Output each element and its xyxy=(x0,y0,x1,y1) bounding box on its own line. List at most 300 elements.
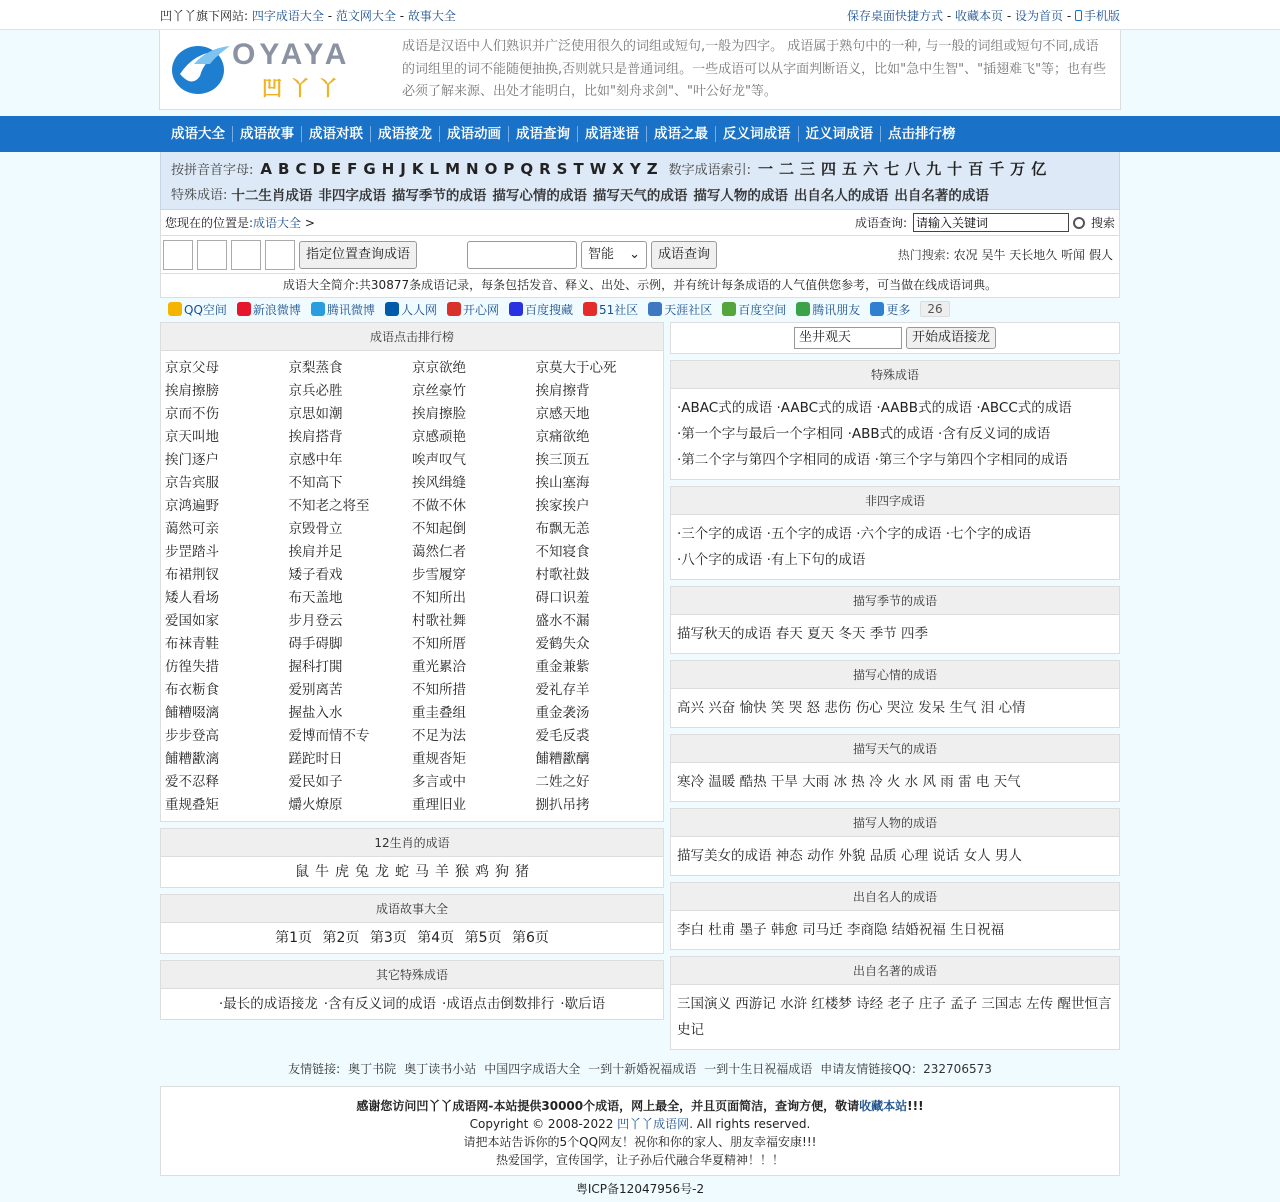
special-index-link[interactable]: 描写天气的成语 xyxy=(592,187,688,204)
special-idiom-link[interactable]: ·第一个字与最后一个字相同 xyxy=(677,426,844,442)
char-box-2[interactable] xyxy=(197,240,227,270)
letter-link[interactable]: C xyxy=(295,159,307,178)
number-link[interactable]: 一 xyxy=(757,160,773,178)
share-link[interactable]: 天涯社区 xyxy=(648,301,712,318)
ranking-item[interactable]: 布天盖地 xyxy=(288,590,343,606)
link-four-char-idioms[interactable]: 四字成语大全 xyxy=(251,8,324,23)
ranking-item[interactable]: 布裙荆钗 xyxy=(165,567,219,583)
hot-search-item[interactable]: 天长地久 xyxy=(1009,248,1058,262)
ranking-item[interactable]: 爱民如子 xyxy=(288,774,343,790)
friend-link[interactable]: 奥丁书院 xyxy=(348,1062,397,1076)
weather-link[interactable]: 雷 xyxy=(958,774,972,790)
breadcrumb: 您现在的位置是:成语大全 > xyxy=(165,216,315,230)
query-button[interactable]: 成语查询 xyxy=(651,241,717,269)
people-link[interactable]: 说话 xyxy=(932,848,960,864)
other-special-link[interactable]: ·最长的成语接龙 xyxy=(218,996,318,1012)
weather-link[interactable]: 热 xyxy=(851,774,865,790)
ranking-item[interactable]: 挨风缉缝 xyxy=(412,475,466,491)
other-special-link[interactable]: ·成语点击倒数排行 xyxy=(442,996,555,1012)
number-link[interactable]: 亿 xyxy=(1031,160,1047,178)
ranking-item[interactable]: 仿徨失措 xyxy=(165,659,219,675)
people-link[interactable]: 动作 xyxy=(807,848,835,864)
number-index xyxy=(755,158,1049,179)
share-link[interactable]: 51社区 xyxy=(583,301,638,318)
search-input[interactable] xyxy=(913,213,1069,232)
zodiac-link[interactable]: 猪 xyxy=(515,864,529,880)
char-box-3[interactable] xyxy=(231,240,261,270)
weather-link[interactable]: 冰 xyxy=(833,774,847,790)
nav-item-idioms[interactable]: 成语大全 xyxy=(171,126,225,142)
pinyin-index: 按拼音首字母: A B C D E F G H J K L M N O P Q R S T W X Y Z 数字成语索引: 一 二 三 四 五 六 七 八 九 十 百 千 万 亿 特殊成语: 十二生肖成语 非四字成语 描写季节的成语 描写心情的成语 描写天气的成语 描写人物的成语 出自名人的成语 出自名著的成语 xyxy=(160,152,1120,210)
special-index-link[interactable]: 描写人物的成语 xyxy=(693,187,788,204)
nav-item-riddles[interactable]: 成语迷语 xyxy=(577,126,646,142)
nav-item-antonyms[interactable]: 反义词成语 xyxy=(715,126,798,142)
set-homepage-link[interactable]: 设为首页 xyxy=(1015,8,1064,23)
ranking-item[interactable]: 京天叫地 xyxy=(165,429,219,445)
letter-link[interactable]: M xyxy=(445,159,460,178)
story-page-link[interactable]: 第4页 xyxy=(417,930,455,946)
char-box-1[interactable] xyxy=(163,240,193,270)
zodiac-link[interactable]: 鼠 xyxy=(295,864,309,880)
ranking-item[interactable]: 京京父母 xyxy=(165,360,219,376)
ranking-item[interactable]: 挨肩并足 xyxy=(288,544,343,560)
zodiac-link[interactable]: 狗 xyxy=(495,864,509,880)
zodiac-link[interactable]: 兔 xyxy=(355,864,369,880)
special-idiom-link[interactable]: ·ABAC式的成语 xyxy=(677,400,773,416)
ranking-item[interactable]: 布袜青鞋 xyxy=(165,636,219,652)
non-four-link[interactable]: ·七个字的成语 xyxy=(945,526,1032,542)
season-link[interactable]: 四季 xyxy=(900,626,928,642)
weather-link[interactable]: 冷 xyxy=(869,774,883,790)
zodiac-link[interactable]: 羊 xyxy=(435,864,449,880)
number-link[interactable]: 六 xyxy=(863,160,879,178)
people-link[interactable]: 心理 xyxy=(900,848,928,864)
ranking-item[interactable]: 京兵必胜 xyxy=(288,383,343,399)
mood-link[interactable]: 笑 xyxy=(770,700,785,716)
classics-link[interactable]: 三国志 xyxy=(981,996,1022,1012)
jielong-button[interactable]: 开始成语接龙 xyxy=(906,327,996,349)
letter-index xyxy=(257,160,660,178)
classics-link[interactable]: 庄子 xyxy=(918,996,946,1012)
people-link[interactable]: 外貌 xyxy=(838,848,866,864)
nav-item-animation[interactable]: 成语动画 xyxy=(439,126,508,142)
classics-link[interactable]: 红楼梦 xyxy=(811,996,852,1012)
ranking-item[interactable]: 不知所出 xyxy=(412,590,466,606)
mood-link[interactable]: 哭 xyxy=(788,700,803,716)
bookmark-link[interactable]: 收藏本页 xyxy=(955,8,1004,23)
ranking-item[interactable]: 重金兼紫 xyxy=(535,659,590,675)
ranking-item[interactable]: 步雪履穿 xyxy=(412,567,466,583)
ranking-item[interactable]: 京感中年 xyxy=(288,452,343,468)
hot-search-item[interactable]: 吴牛 xyxy=(981,248,1006,262)
special-index-link[interactable]: 出自名人的成语 xyxy=(793,187,889,204)
mood-link[interactable]: 怒 xyxy=(806,700,820,716)
story-page-link[interactable]: 第6页 xyxy=(511,930,549,946)
ranking-item[interactable]: 京而不伤 xyxy=(165,406,219,422)
zodiac-link[interactable]: 鸡 xyxy=(475,864,489,880)
ranking-item[interactable]: 握科打閧 xyxy=(288,659,343,675)
letter-link[interactable]: F xyxy=(347,159,358,178)
ranking-item[interactable]: 爱别离苦 xyxy=(288,682,343,698)
story-page-link[interactable]: 第1页 xyxy=(275,930,313,946)
letter-link[interactable]: J xyxy=(400,159,406,178)
ranking-item[interactable]: 挨肩擦背 xyxy=(535,383,590,399)
ranking-item[interactable]: 村歌社鼓 xyxy=(535,567,590,583)
letter-link[interactable]: D xyxy=(312,159,325,178)
ranking-item[interactable]: 京梨蒸食 xyxy=(288,360,343,376)
ranking-item[interactable]: 京毁骨立 xyxy=(288,521,343,537)
special-idiom-link[interactable]: ·含有反义词的成语 xyxy=(937,426,1051,442)
nav-item-jielong[interactable]: 成语接龙 xyxy=(370,126,439,142)
ranking-item[interactable]: 矮子看戏 xyxy=(288,567,343,583)
ranking-item[interactable]: 重规叠矩 xyxy=(165,797,219,813)
mood-link[interactable]: 发呆 xyxy=(918,700,946,716)
ranking-item[interactable]: 京莫大于心死 xyxy=(535,360,617,376)
weather-link[interactable]: 电 xyxy=(975,774,990,790)
zodiac-link[interactable]: 虎 xyxy=(335,864,349,880)
other-special-link[interactable]: ·含有反义词的成语 xyxy=(323,996,436,1012)
zodiac-link[interactable]: 牛 xyxy=(315,864,329,880)
nav-item-couplets[interactable]: 成语对联 xyxy=(301,126,370,142)
ranking-item[interactable]: 爱博而情不专 xyxy=(288,728,370,744)
ranking-item[interactable]: 京丝豪竹 xyxy=(412,383,466,399)
famous-link[interactable]: 司马迁 xyxy=(802,922,843,938)
zodiac-link[interactable]: 龙 xyxy=(375,864,389,880)
share-link[interactable]: 新浪微博 xyxy=(237,301,301,318)
number-link[interactable]: 十 xyxy=(947,160,963,178)
zodiac-link[interactable]: 猴 xyxy=(455,864,469,880)
classics-link[interactable]: 水浒 xyxy=(780,996,808,1012)
number-link[interactable]: 百 xyxy=(968,160,984,178)
season-link[interactable]: 春天 xyxy=(775,626,803,642)
letter-link[interactable]: L xyxy=(429,159,440,178)
share-link[interactable]: 人人网 xyxy=(385,301,437,318)
ranking-item[interactable]: 重圭叠组 xyxy=(412,705,466,721)
share-link[interactable]: 腾讯朋友 xyxy=(796,301,860,318)
ranking-item[interactable]: 爱不忍释 xyxy=(165,774,219,790)
letter-link[interactable]: O xyxy=(484,159,498,178)
mood-link[interactable]: 哭泣 xyxy=(886,700,914,716)
special-idiom-link[interactable]: ·AABB式的成语 xyxy=(876,400,973,416)
ranking-item[interactable]: 重金袭汤 xyxy=(535,705,590,721)
footer-site-link[interactable]: 凹丫丫成语网 xyxy=(617,1117,690,1131)
ranking-item[interactable]: 唉声叹气 xyxy=(412,452,466,468)
special-idiom-link[interactable]: ·第二个字与第四个字相同的成语 xyxy=(677,452,871,468)
people-link[interactable]: 品质 xyxy=(869,848,897,864)
letter-link[interactable]: Y xyxy=(629,159,641,178)
non-four-link[interactable]: ·三个字的成语 xyxy=(677,526,763,542)
letter-link[interactable]: G xyxy=(363,159,376,178)
hot-search-item[interactable]: 农况 xyxy=(953,248,978,262)
ranking-item[interactable]: 挨门逐户 xyxy=(165,452,219,468)
share-service-icon xyxy=(870,302,884,316)
classics-link[interactable]: 史记 xyxy=(677,1022,704,1038)
search-button[interactable]: 搜索 xyxy=(1090,216,1115,230)
link-stories[interactable]: 故事大全 xyxy=(407,8,456,23)
save-shortcut-link[interactable]: 保存桌面快捷方式 xyxy=(847,8,944,23)
ranking-item[interactable]: 京感天地 xyxy=(535,406,590,422)
link-essays[interactable]: 范文网大全 xyxy=(335,8,396,23)
ranking-item[interactable]: 爱礼存羊 xyxy=(535,682,590,698)
weather-link[interactable]: 天气 xyxy=(993,774,1021,790)
famous-link[interactable]: 韩愈 xyxy=(770,922,798,938)
ranking-item[interactable]: 盛水不漏 xyxy=(535,613,590,629)
number-link[interactable]: 五 xyxy=(842,160,858,178)
char-box-4[interactable] xyxy=(265,240,295,270)
weather-link[interactable]: 水 xyxy=(904,774,919,790)
special-index-link[interactable]: 非四字成语 xyxy=(318,187,386,204)
special-idiom-link[interactable]: ·ABB式的成语 xyxy=(847,426,934,442)
friend-link[interactable]: 中国四字成语大全 xyxy=(484,1062,581,1076)
ranking-item[interactable]: 京感顽艳 xyxy=(412,429,466,445)
ranking-item[interactable]: 步月登云 xyxy=(288,613,343,629)
nav-item-query[interactable]: 成语查询 xyxy=(508,126,577,142)
ranking-item[interactable]: 步罡踏斗 xyxy=(165,544,219,560)
weather-link[interactable]: 火 xyxy=(886,774,901,790)
story-page-link[interactable]: 第5页 xyxy=(464,930,502,946)
ranking-item[interactable]: 碍手碍脚 xyxy=(288,636,343,652)
mode-select[interactable]: 智能 ⌄ xyxy=(581,241,647,269)
ranking-item[interactable]: 多言或中 xyxy=(412,774,466,790)
ranking-item[interactable]: 餔糟歠醨 xyxy=(535,751,590,767)
classics-link[interactable]: 醒世恒言 xyxy=(1057,996,1112,1012)
ranking-item[interactable]: 不知所措 xyxy=(412,682,466,698)
letter-link[interactable]: S xyxy=(556,159,568,178)
non-four-link[interactable]: ·五个字的成语 xyxy=(766,526,852,542)
nav-item-superlatives[interactable]: 成语之最 xyxy=(646,126,715,142)
ranking-item[interactable]: 握盐入水 xyxy=(288,705,343,721)
share-service-icon xyxy=(385,302,399,316)
share-link[interactable]: QQ空间 xyxy=(168,301,227,318)
special-index-link[interactable]: 描写季节的成语 xyxy=(391,187,487,204)
mood-link[interactable]: 心情 xyxy=(998,700,1026,716)
mood-link[interactable]: 高兴 xyxy=(677,700,704,716)
network-links: 凹丫丫旗下网站: 四字成语大全 - 范文网大全 - 故事大全 xyxy=(160,8,456,23)
weather-link[interactable]: 大雨 xyxy=(802,774,830,790)
other-special-link[interactable]: ·歇后语 xyxy=(560,996,606,1012)
ranking-item[interactable]: 二姓之好 xyxy=(535,774,590,790)
weather-link[interactable]: 温暖 xyxy=(708,774,736,790)
people-link[interactable]: 女人 xyxy=(963,848,991,864)
number-link[interactable]: 万 xyxy=(1010,160,1026,178)
number-link[interactable]: 八 xyxy=(905,160,921,178)
share-link[interactable]: 更多 xyxy=(870,301,910,318)
ranking-item[interactable]: 京京欲绝 xyxy=(412,360,466,376)
ranking-item[interactable]: 不知起倒 xyxy=(412,521,466,537)
season-link[interactable]: 季节 xyxy=(869,626,897,642)
people-link[interactable]: 描写美女的成语 xyxy=(677,848,772,864)
top-bar xyxy=(0,0,1280,30)
ranking-item[interactable]: 爱国如家 xyxy=(165,613,219,629)
zodiac-link[interactable]: 马 xyxy=(415,864,429,880)
special-index-link[interactable]: 描写心情的成语 xyxy=(492,187,587,204)
ranking-item[interactable]: 京告宾服 xyxy=(165,475,219,491)
ranking-item[interactable]: 京鸿遍野 xyxy=(165,498,219,514)
classics-link[interactable]: 老子 xyxy=(887,996,915,1012)
letter-link[interactable]: H xyxy=(381,159,395,178)
ranking-item[interactable]: 捌扒吊拷 xyxy=(535,797,590,813)
letter-link[interactable]: P xyxy=(503,159,515,178)
famous-link[interactable]: 结婚祝福 xyxy=(891,922,946,938)
letter-link[interactable]: T xyxy=(573,159,584,178)
stories-box: 成语故事大全 第1页 第2页 第3页 第4页 第5页 第6页 xyxy=(160,894,664,954)
number-link[interactable]: 四 xyxy=(821,160,837,178)
icp-number[interactable]: 粤ICP备12047956号-2 xyxy=(575,1182,705,1196)
non-four-link[interactable]: ·八个字的成语 xyxy=(677,552,763,568)
site-logo[interactable] xyxy=(160,30,390,108)
mood-link[interactable]: 兴奋 xyxy=(708,700,736,716)
famous-link[interactable]: 生日祝福 xyxy=(950,922,1005,938)
ranking-item[interactable]: 矮人看场 xyxy=(165,590,219,606)
ranking-item[interactable]: 不做不休 xyxy=(412,498,466,514)
letter-link[interactable]: N xyxy=(466,159,479,178)
position-query-button[interactable]: 指定位置查询成语 xyxy=(299,241,417,269)
nav-item-stories[interactable]: 成语故事 xyxy=(232,126,301,142)
people-link[interactable]: 男人 xyxy=(994,848,1022,864)
friend-link[interactable]: 一到十新婚祝福成语 xyxy=(588,1062,697,1076)
others-box: 其它特殊成语 ·最长的成语接龙 ·含有反义词的成语 ·成语点击倒数排行 ·歇后语 xyxy=(160,960,664,1020)
jielong-input[interactable]: 坐井观天 xyxy=(794,327,902,349)
season-link[interactable]: 夏天 xyxy=(807,626,835,642)
classics-link[interactable]: 孟子 xyxy=(950,996,978,1012)
ranking-item[interactable]: 挨肩擦脸 xyxy=(412,406,466,422)
footer: 感谢您访问凹丫丫成语网-本站提供30000个成语，网上最全，并且页面简洁，查询方便，敬请收藏本站!!! Copyright © 2008-2022 凹丫丫成语网. All rights reserved. 请把本站告诉你的5个QQ网友！祝你和你的家人、朋友幸福安康!!! 热爱国学，宣传国学，让子孙后代融合华夏精神！！！ xyxy=(160,1086,1120,1176)
number-link[interactable]: 九 xyxy=(926,160,942,178)
number-link[interactable]: 二 xyxy=(779,160,795,178)
ranking-item[interactable]: 京思如潮 xyxy=(288,406,343,422)
story-page-link[interactable]: 第2页 xyxy=(322,930,360,946)
mood-link[interactable]: 泪 xyxy=(980,700,995,716)
classics-link[interactable]: 诗经 xyxy=(856,996,884,1012)
mobile-link[interactable]: 手机版 xyxy=(1083,8,1120,23)
ranking-item[interactable]: 步步登高 xyxy=(165,728,219,744)
share-link[interactable]: 百度空间 xyxy=(722,301,786,318)
ranking-item[interactable]: 不知高下 xyxy=(288,475,343,491)
letter-link[interactable]: R xyxy=(539,159,551,178)
ranking-item[interactable]: 餔糟歠漓 xyxy=(165,751,219,767)
famous-link[interactable]: 李商隐 xyxy=(846,922,888,938)
weather-link[interactable]: 干旱 xyxy=(770,774,798,790)
people-link[interactable]: 神态 xyxy=(775,848,803,864)
classics-link[interactable]: 西游记 xyxy=(735,996,776,1012)
ranking-item[interactable]: 爝火燎原 xyxy=(288,797,343,813)
classics-link[interactable]: 三国演义 xyxy=(677,996,731,1012)
number-link[interactable]: 七 xyxy=(884,160,900,178)
ranking-item[interactable]: 挨家挨户 xyxy=(535,498,590,514)
share-service-icon xyxy=(311,302,325,316)
ranking-item[interactable]: 重光累洽 xyxy=(412,659,466,675)
mood-link[interactable]: 悲伤 xyxy=(824,700,852,716)
nav-item-synonyms[interactable]: 近义词成语 xyxy=(798,126,881,142)
mood-link[interactable]: 愉快 xyxy=(739,700,767,716)
ranking-item[interactable]: 挨三顶五 xyxy=(535,452,590,468)
special-index xyxy=(231,184,995,204)
bookmark-site-link[interactable]: 收藏本站 xyxy=(859,1099,908,1113)
special-idiom-link[interactable]: ·第三个字与第四个字相同的成语 xyxy=(874,452,1068,468)
ranking-item[interactable]: 不足为法 xyxy=(412,728,466,744)
non-four-link[interactable]: ·六个字的成语 xyxy=(856,526,942,542)
friend-link[interactable]: 奥丁读书小站 xyxy=(404,1062,477,1076)
letter-link[interactable]: E xyxy=(330,159,342,178)
famous-link[interactable]: 李白 xyxy=(677,922,704,938)
non-four-link[interactable]: ·有上下句的成语 xyxy=(766,552,866,568)
breadcrumb-home[interactable]: 成语大全 xyxy=(253,216,302,230)
ranking-item[interactable]: 布衣粝食 xyxy=(165,682,219,698)
ranking-item[interactable]: 餔糟啜漓 xyxy=(165,705,219,721)
ranking-item[interactable]: 蔼然可亲 xyxy=(165,521,219,537)
number-link[interactable]: 千 xyxy=(989,160,1005,178)
special-idiom-link[interactable]: ·AABC式的成语 xyxy=(776,400,873,416)
weather-link[interactable]: 酷热 xyxy=(739,774,767,790)
weather-link[interactable]: 雨 xyxy=(940,774,954,790)
story-page-link[interactable]: 第3页 xyxy=(369,930,407,946)
search-icon[interactable] xyxy=(1073,217,1085,229)
ranking-item[interactable]: 不知所厝 xyxy=(412,636,466,652)
ranking-item[interactable]: 不知寝食 xyxy=(535,544,590,560)
letter-link[interactable]: Z xyxy=(646,159,658,178)
ranking-item[interactable]: 布飘无恙 xyxy=(535,521,590,537)
site-summary: 成语大全简介:共30877条成语记录，每条包括发音、释义、出处、示例，并有统计每条成语的人气值供您参考，可当做在线成语词典。 xyxy=(160,274,1120,298)
ranking-item[interactable]: 不知老之将至 xyxy=(288,498,370,514)
friend-links: 友情链接: 奥丁书院 奥丁读书小站 中国四字成语大全 一到十新婚祝福成语 一到十生日祝福成语 申请友情链接QQ：232706573 xyxy=(288,1062,992,1076)
special-index-link[interactable]: 出自名著的成语 xyxy=(894,187,989,204)
ranking-item[interactable]: 重理旧业 xyxy=(412,797,466,813)
share-bar xyxy=(160,298,1120,320)
letter-link[interactable]: Q xyxy=(520,159,534,178)
query-input[interactable] xyxy=(467,241,577,269)
letter-link[interactable]: B xyxy=(278,159,290,178)
letter-link[interactable]: W xyxy=(589,159,607,178)
ranking-item[interactable]: 爱毛反裘 xyxy=(535,728,590,744)
main-nav xyxy=(0,116,1280,152)
season-link[interactable]: 冬天 xyxy=(838,626,866,642)
ranking-item[interactable]: 挨肩擦膀 xyxy=(165,383,219,399)
ranking-item[interactable]: 爱鹤失众 xyxy=(535,636,590,652)
nav-item-ranking[interactable]: 点击排行榜 xyxy=(880,126,963,142)
share-link[interactable]: 腾讯微博 xyxy=(311,301,375,318)
ranking-item[interactable]: 京痛欲绝 xyxy=(535,429,590,445)
letter-link[interactable]: K xyxy=(411,159,424,178)
site-intro: 成语是汉语中人们熟识并广泛使用很久的词组或短句,一般为四字。 成语属于熟句中的一种, 与一般的词组或短句不同,成语的词组里的词不能随便抽换,否则就只是普通词组。一些成语可以从字面判断语义，比如"急中生智"、"插翅难飞"等；也有些必须了解来源、出处才能明白，比如"刻舟求剑"、"叶公好龙"等。 xyxy=(402,39,1107,99)
friend-link[interactable]: 一到十生日祝福成语 xyxy=(704,1062,813,1076)
famous-link[interactable]: 墨子 xyxy=(739,922,767,938)
mood-link[interactable]: 伤心 xyxy=(855,700,883,716)
number-link[interactable]: 三 xyxy=(800,160,816,178)
letter-link[interactable]: X xyxy=(612,159,624,178)
hot-search-item[interactable]: 听闻 xyxy=(1061,248,1086,262)
special-index-link[interactable]: 十二生肖成语 xyxy=(231,187,313,204)
share-link[interactable]: 开心网 xyxy=(447,301,499,318)
season-link[interactable]: 描写秋天的成语 xyxy=(677,626,772,642)
classics-link[interactable]: 左传 xyxy=(1026,996,1054,1012)
share-link[interactable]: 百度搜藏 xyxy=(509,301,573,318)
letter-link[interactable]: A xyxy=(260,159,272,178)
zodiac-link[interactable]: 蛇 xyxy=(395,864,409,880)
mood-link[interactable]: 生气 xyxy=(949,700,977,716)
ranking-item[interactable]: 碍口识羞 xyxy=(535,590,590,606)
famous-link[interactable]: 杜甫 xyxy=(708,922,736,938)
ranking-item[interactable]: 挨山塞海 xyxy=(535,475,590,491)
ranking-item[interactable]: 挨肩搭背 xyxy=(288,429,343,445)
ranking-item[interactable]: 村歌社舞 xyxy=(412,613,466,629)
special-idiom-link[interactable]: ·ABCC式的成语 xyxy=(976,400,1072,416)
ranking-item[interactable]: 重规沓矩 xyxy=(412,751,466,767)
weather-link[interactable]: 寒冷 xyxy=(677,774,704,790)
ranking-item[interactable]: 蔼然仁者 xyxy=(412,544,466,560)
hot-search-item[interactable]: 假人 xyxy=(1088,248,1113,262)
ranking-item[interactable]: 蹉跎时日 xyxy=(288,751,343,767)
weather-link[interactable]: 风 xyxy=(922,774,936,790)
